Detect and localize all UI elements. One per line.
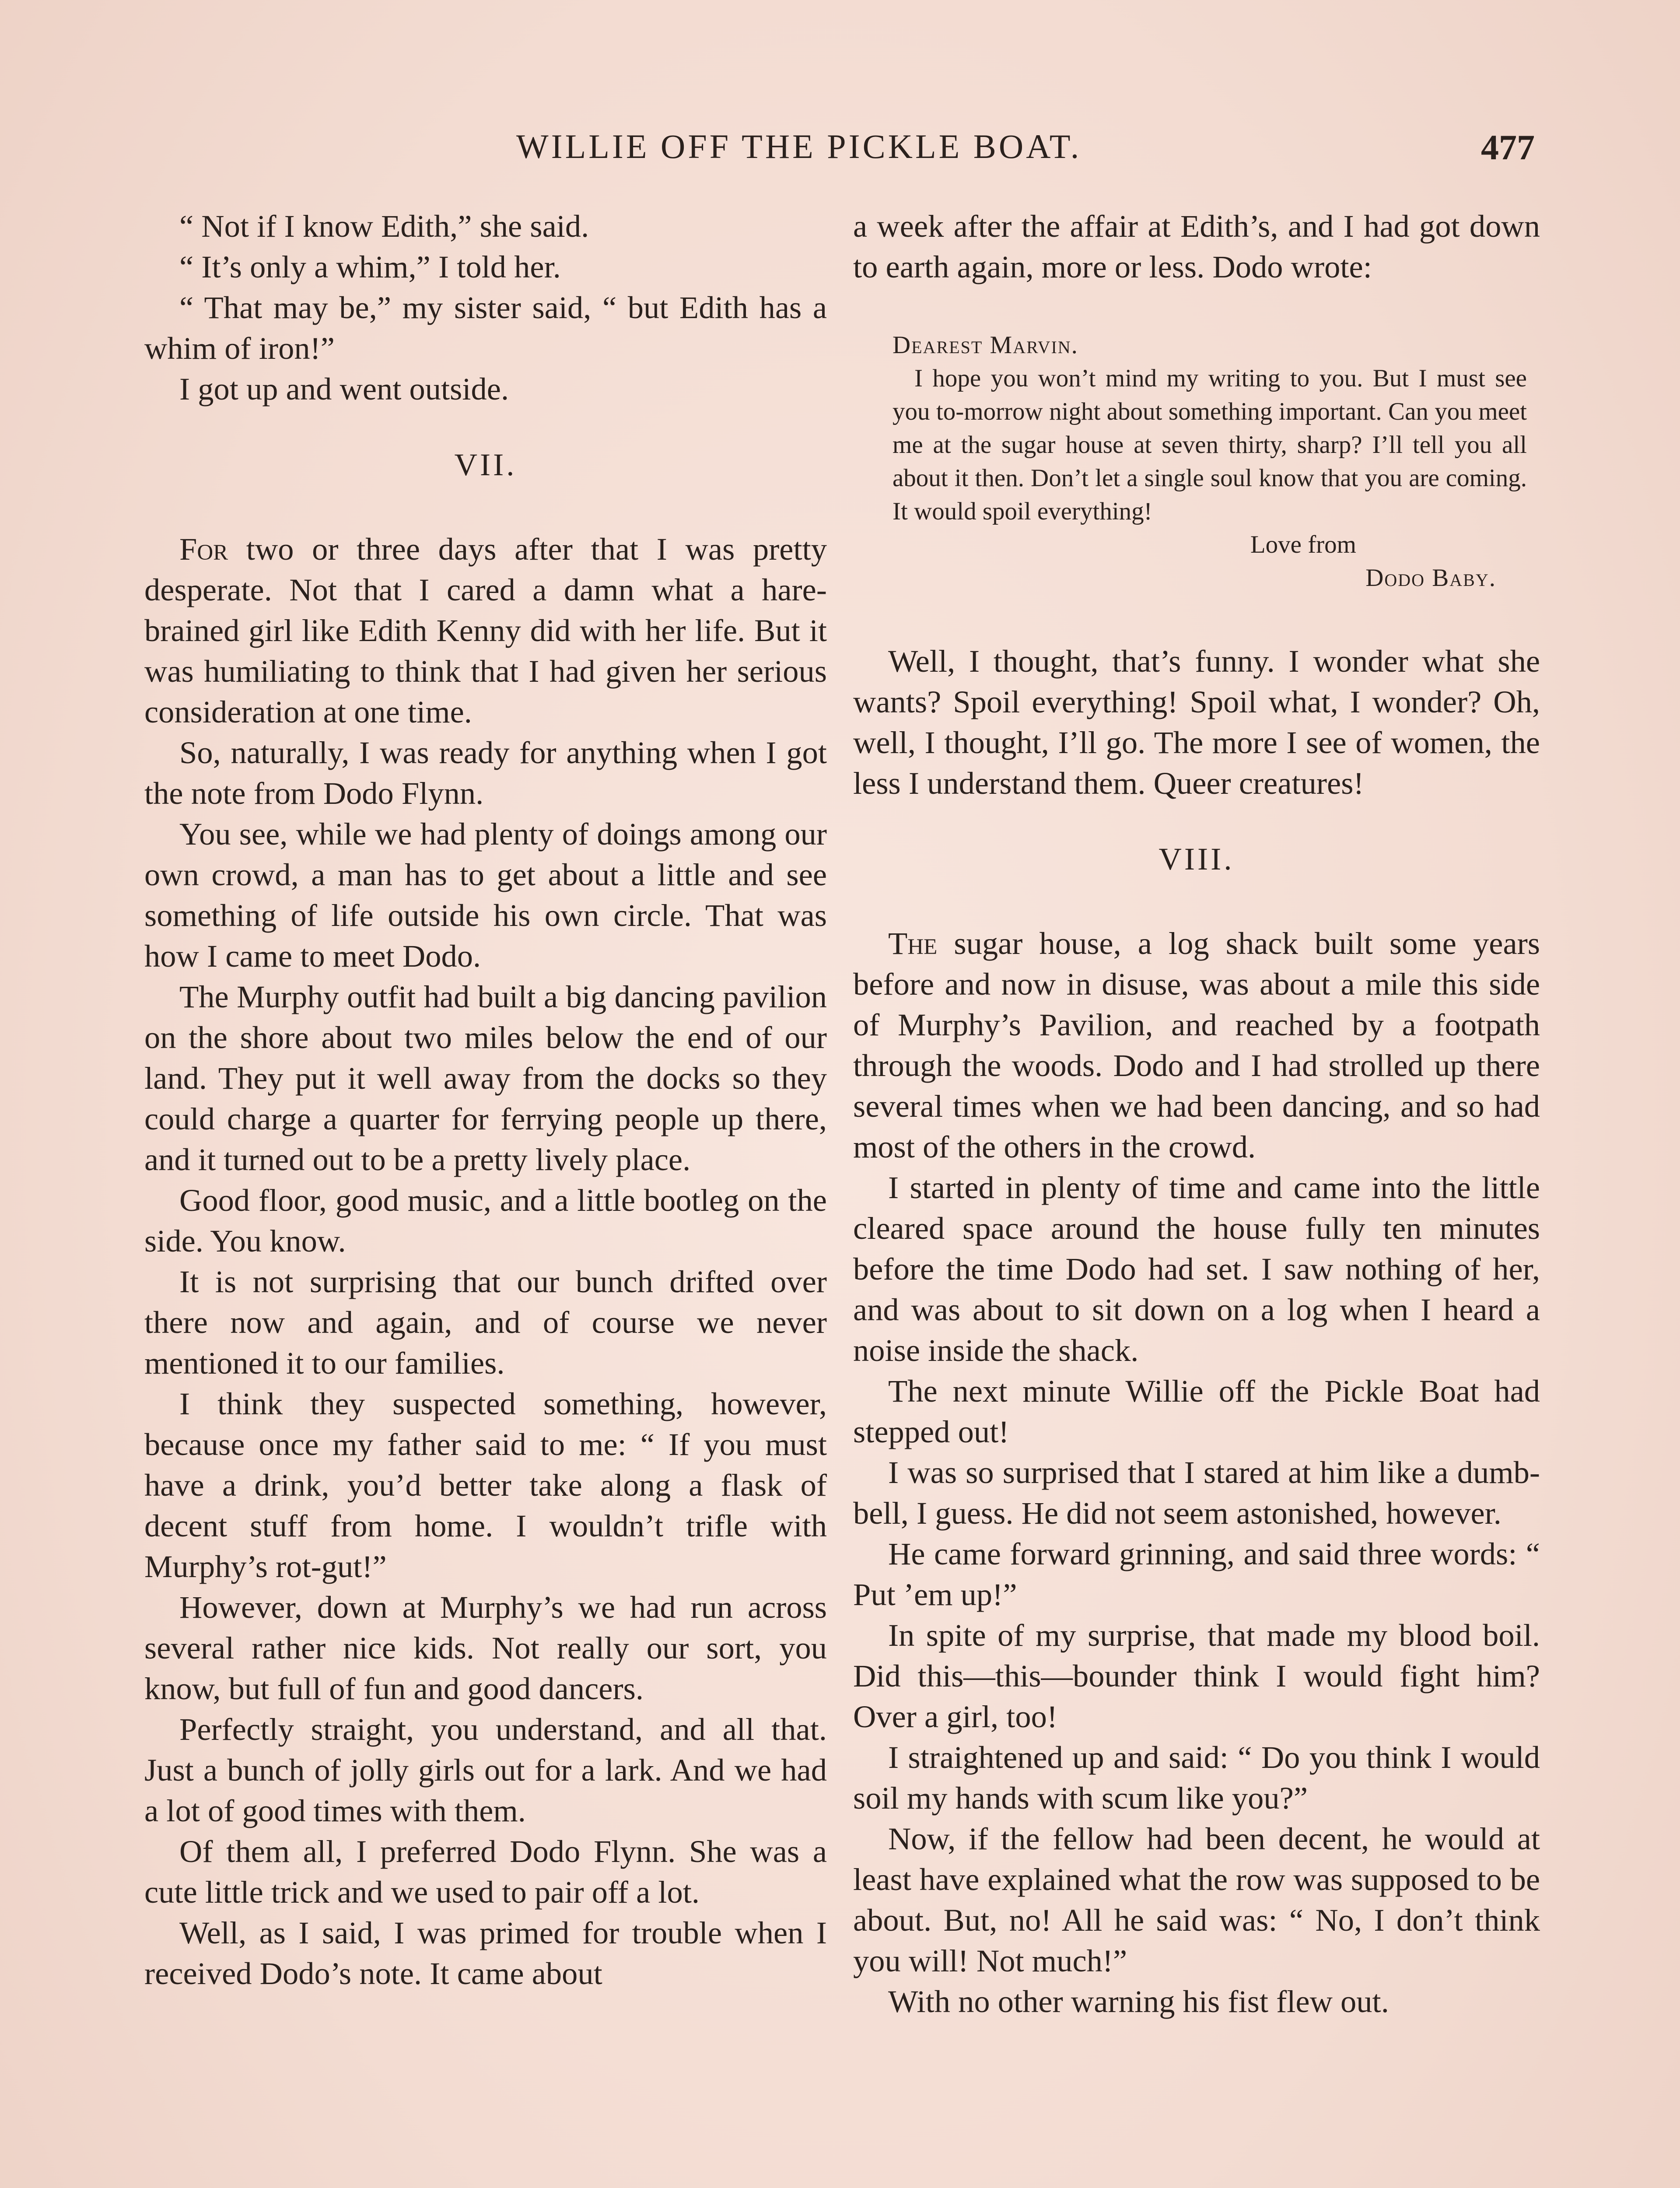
paragraph: He came forward grinning, and said three words: “ Put ’em up!” xyxy=(853,1536,1540,1612)
paragraph: It is not surprising that our bunch drifted over there now and again, and of course we never mentioned it to our families. xyxy=(144,1264,827,1381)
paragraph xyxy=(144,529,827,732)
paragraph: Well, as I said, I was primed for trouble when I received Dodo’s note. It came about xyxy=(144,1915,827,1991)
lead-word: The xyxy=(888,926,938,961)
paragraph: However, down at Murphy’s we had run across several rather nice kids. Not really our sort, you know, but full of fun and good dancers. xyxy=(144,1589,827,1706)
paragraph-text: sugar house, a log shack built some years before and now in disuse, was about a mile this side of Murphy’s Pavilion, and reached by a footpath through the woods. Dodo and I had strolled up there several times when we had been dancing, and so had most of the others in the crowd. xyxy=(853,926,1540,1164)
paragraph: I think they suspected something, however, because once my father said to me: “ If you must have a drink, you’d better take along a flask of decent stuff from home. I wouldn’t trifle with Murphy’s rot-gut!” xyxy=(144,1386,827,1584)
paragraph: I started in plenty of time and came into the little cleared space around the house fully ten minutes before the time Dodo had set. I saw nothing of her, and was about to sit down on a log when I heard a noise inside the shack. xyxy=(853,1170,1540,1368)
paragraph: The next minute Willie off the Pickle Boat had stepped out! xyxy=(853,1373,1540,1449)
page-number: 477 xyxy=(1481,127,1535,167)
paragraph: Perfectly straight, you understand, and all that. Just a bunch of jolly girls out for a lark. And we had a lot of good times with them. xyxy=(144,1711,827,1828)
paragraph: Well, I thought, that’s funny. I wonder what she wants? Spoil everything! Spoil what, I wonder? Oh, well, I thought, I’ll go. The more I see of women, the less I understand them. Queer creatures! xyxy=(853,643,1540,801)
letter-body: I hope you won’t mind my writing to you. But I must see you to-morrow night about something important. Can you meet me at the sugar house at seven thirty, sharp? I’ll tell you all about it then. Don’t let a single soul know that you are coming. It would spoil everything! xyxy=(892,365,1527,525)
running-title: WILLIE OFF THE PICKLE BOAT. xyxy=(516,127,1082,165)
letter-salutation: Dearest Marvin. xyxy=(892,331,1078,359)
letter-signature: Dodo Baby. xyxy=(1365,564,1496,592)
paragraph: With no other warning his fist flew out. xyxy=(888,1984,1389,2019)
paragraph: “ That may be,” my sister said, “ but Edith has a whim of iron!” xyxy=(144,290,827,366)
paragraph: “ Not if I know Edith,” she said. xyxy=(179,208,589,244)
paragraph: a week after the affair at Edith’s, and I had got down to earth again, more or less. Dodo wrote: xyxy=(853,208,1540,284)
letter-closing: Love from xyxy=(1250,531,1356,558)
paragraph xyxy=(853,923,1540,1167)
right-column xyxy=(853,206,1540,2188)
paragraph: Good floor, good music, and a little bootleg on the side. You know. xyxy=(144,1182,827,1259)
paragraph: I was so surprised that I stared at him like a dumb-bell, I guess. He did not seem astonished, however. xyxy=(853,1455,1540,1531)
paragraph: I got up and went outside. xyxy=(179,371,509,407)
page-header xyxy=(0,127,1680,179)
paragraph: In spite of my surprise, that made my blood boil. Did this—this—bounder think I would fight him? Over a girl, too! xyxy=(853,1617,1540,1734)
paragraph: Of them all, I preferred Dodo Flynn. She was a cute little trick and we used to pair off a lot. xyxy=(144,1834,827,1910)
section-heading-viii: VIII. xyxy=(1158,841,1235,877)
left-column xyxy=(144,206,827,2188)
section-heading-vii: VII. xyxy=(454,447,517,482)
paragraph: Now, if the fellow had been decent, he would at least have explained what the row was supposed to be about. But, no! All he said was: “ No, I don’t think you will! Not much!” xyxy=(853,1821,1540,1978)
paragraph: The Murphy outfit had built a big dancing pavilion on the shore about two miles below the end of our land. They put it well away from the docks so they could charge a quarter for ferrying people up there, and it turned out to be a pretty lively place. xyxy=(144,979,827,1177)
paragraph: You see, while we had plenty of doings among our own crowd, a man has to get about a little and see something of life outside his own circle. That was how I came to meet Dodo. xyxy=(144,816,827,974)
paragraph: I straightened up and said: “ Do you think I would soil my hands with scum like you?” xyxy=(853,1739,1540,1816)
paragraph-text: two or three days after that I was pretty desperate. Not that I cared a damn what a hare-brained girl like Edith Kenny did with her life. But it was humiliating to think that I had given her serious consideration at one time. xyxy=(144,531,827,729)
lead-word: For xyxy=(179,531,228,567)
letter-block xyxy=(892,329,1527,595)
paragraph: So, naturally, I was ready for anything when I got the note from Dodo Flynn. xyxy=(144,735,827,811)
paragraph: “ It’s only a whim,” I told her. xyxy=(179,249,561,284)
